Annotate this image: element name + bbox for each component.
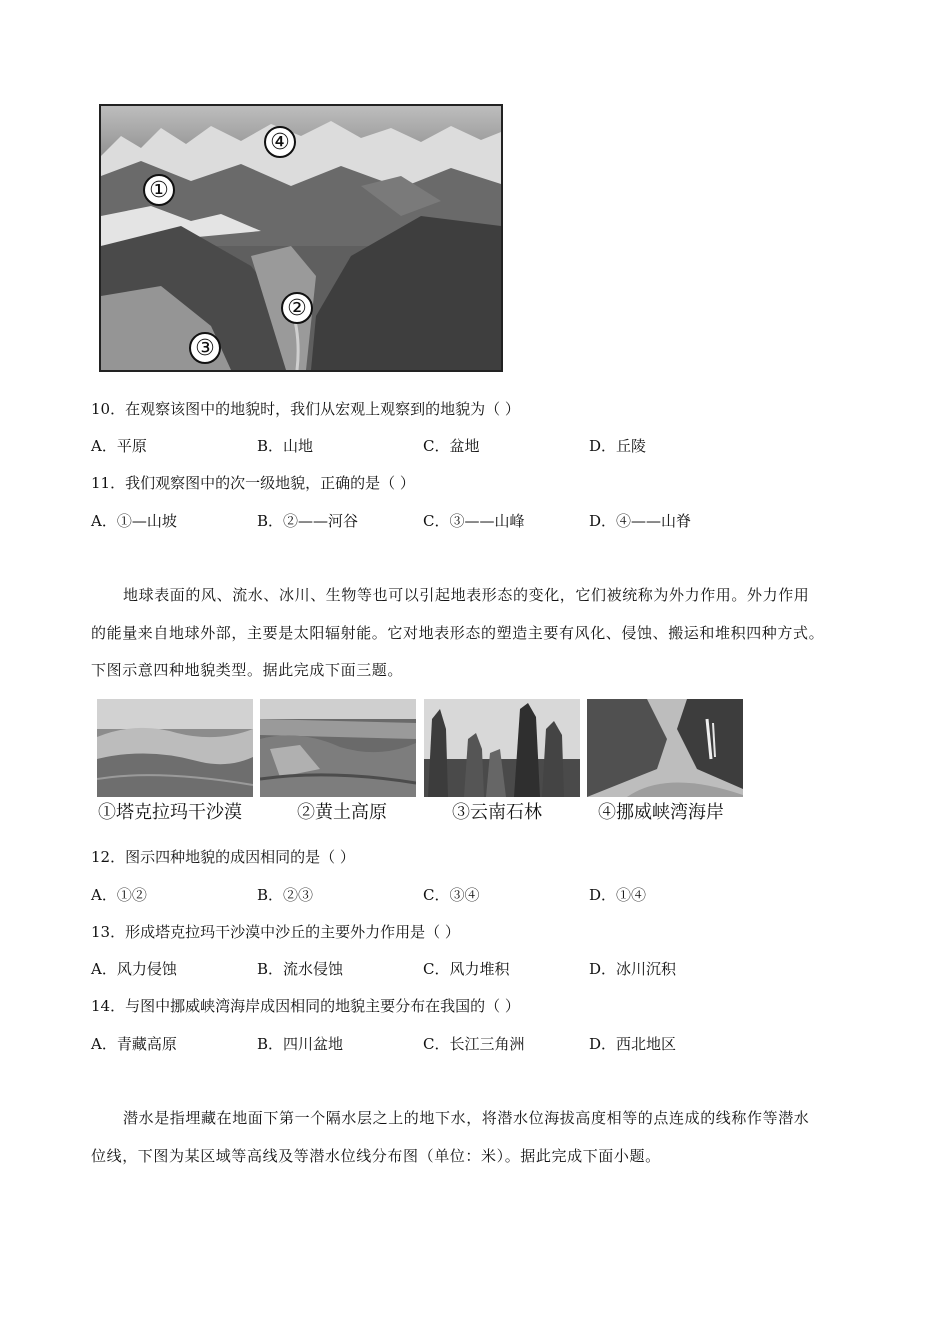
- q10-option-b: B．山地: [257, 437, 314, 455]
- q10-option-c: C．盆地: [423, 437, 480, 455]
- mountain-landscape-photo: [99, 104, 503, 372]
- marker-3-label: ③: [195, 335, 215, 361]
- passage-2-line-1: 潜水是指埋藏在地面下第一个隔水层之上的地下水，将潜水位海拔高度相等的点连成的线称作等潜水: [123, 1109, 810, 1127]
- q11-option-b: B．②——河谷: [257, 512, 359, 530]
- passage-1-line-3: 下图示意四种地貌类型。据此完成下面三题。: [91, 661, 404, 679]
- question-14-stem: 14．与图中挪威峡湾海岸成因相同的地貌主要分布在我国的（ ）: [91, 997, 520, 1015]
- question-12-stem: 12．图示四种地貌的成因相同的是（ ）: [91, 848, 355, 866]
- photo-loess-plateau: [260, 699, 416, 797]
- q12-option-a: A．①②: [91, 886, 147, 904]
- q14-option-b: B．四川盆地: [257, 1035, 344, 1053]
- marker-circle: [281, 292, 313, 324]
- question-10-stem: 10．在观察该图中的地貌时，我们从宏观上观察到的地貌为（ ）: [91, 400, 520, 418]
- q12-option-d: D．①④: [589, 886, 647, 904]
- q12-option-b: B．②③: [257, 886, 314, 904]
- passage-2-line-2: 位线，下图为某区域等高线及等潜水位线分布图（单位：米）。据此完成下面小题。: [91, 1147, 661, 1165]
- photo-norway-fjord: [587, 699, 743, 797]
- question-11-stem: 11．我们观察图中的次一级地貌，正确的是（ ）: [91, 474, 415, 492]
- q13-option-b: B．流水侵蚀: [257, 960, 344, 978]
- q14-option-a: A．青藏高原: [91, 1035, 177, 1053]
- question-13-stem: 13．形成塔克拉玛干沙漠中沙丘的主要外力作用是（ ）: [91, 923, 460, 941]
- marker-circle: [189, 332, 221, 364]
- q13-option-c: C．风力堆积: [423, 960, 510, 978]
- photo-stone-forest: [424, 699, 580, 797]
- q13-option-d: D．冰川沉积: [589, 960, 677, 978]
- caption-desert: ①塔克拉玛干沙漠: [98, 802, 242, 823]
- marker-1-label: ①: [149, 177, 169, 203]
- q13-option-a: A．风力侵蚀: [91, 960, 177, 978]
- caption-norway-fjord: ④挪威峡湾海岸: [598, 802, 724, 823]
- passage-1-line-2: 的能量来自地球外部，主要是太阳辐射能。它对地表形态的塑造主要有风化、侵蚀、搬运和堆积四种方式。: [91, 624, 825, 642]
- q11-option-c: C．③——山峰: [423, 512, 525, 530]
- marker-circle: [143, 174, 175, 206]
- q11-option-d: D．④——山脊: [589, 512, 692, 530]
- q12-option-c: C．③④: [423, 886, 480, 904]
- q10-option-d: D．丘陵: [589, 437, 647, 455]
- marker-2-label: ②: [287, 295, 307, 321]
- q14-option-d: D．西北地区: [589, 1035, 677, 1053]
- marker-circle: [264, 126, 296, 158]
- q10-option-a: A．平原: [91, 437, 147, 455]
- passage-1-line-1: 地球表面的风、流水、冰川、生物等也可以引起地表形态的变化，它们被统称为外力作用。外力作用: [123, 586, 810, 604]
- caption-loess-plateau: ②黄土高原: [297, 802, 387, 823]
- q14-option-c: C．长江三角洲: [423, 1035, 525, 1053]
- caption-stone-forest: ③云南石林: [452, 802, 542, 823]
- mountain-photo-illustration: [101, 106, 501, 370]
- q11-option-a: A．①—山坡: [91, 512, 177, 530]
- photo-desert: [97, 699, 253, 797]
- marker-4-label: ④: [270, 129, 290, 155]
